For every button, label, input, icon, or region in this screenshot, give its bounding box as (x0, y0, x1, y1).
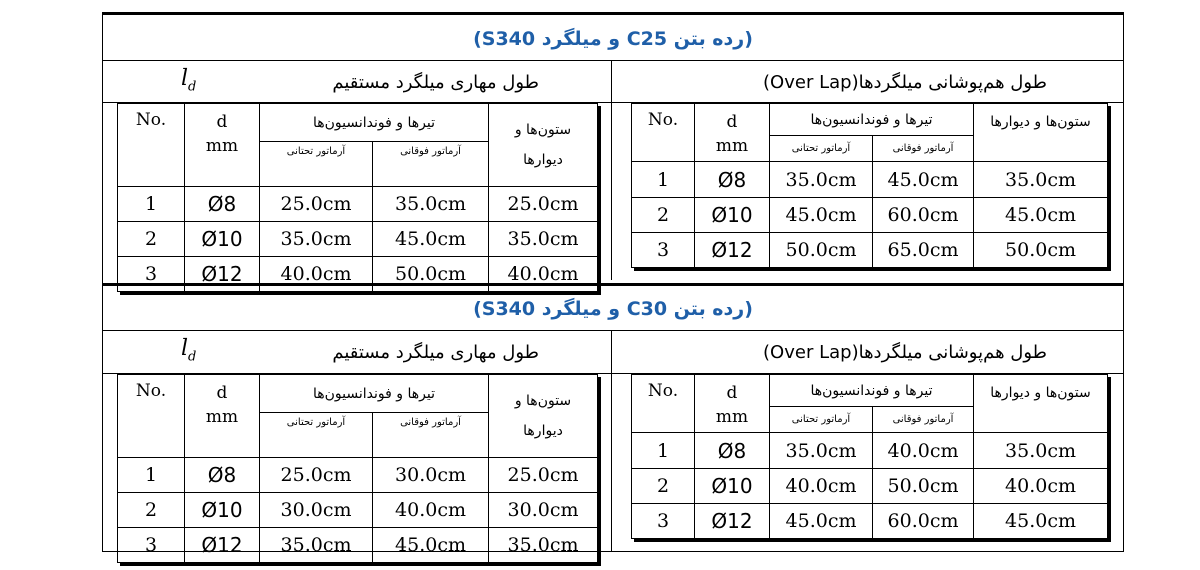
table-row (632, 198, 1108, 233)
anchorage-symbol: $l_d$ (181, 66, 197, 95)
table-cell: 3 (632, 504, 695, 539)
table-row (118, 222, 598, 257)
table-row (118, 187, 598, 222)
table-cell: Ø8 (695, 433, 770, 469)
table-cell: 2 (632, 198, 695, 233)
table-row (632, 504, 1108, 539)
table-cell: 45.0cm (770, 198, 873, 233)
table-cell: 35.0cm (489, 528, 598, 563)
header-beams: تیرها و فوندانسیون‌ها (260, 375, 489, 413)
divider (103, 60, 1123, 61)
table-row (632, 233, 1108, 268)
table-row (118, 458, 598, 493)
table-cell: 35.0cm (770, 433, 873, 469)
table-cell: 45.0cm (373, 222, 489, 257)
header-no: No. (118, 375, 185, 458)
table-cell: 35.0cm (260, 528, 373, 563)
overlap-table (631, 374, 1108, 539)
table-cell: Ø8 (185, 187, 260, 222)
table-row (118, 528, 598, 563)
table-cell: 3 (118, 528, 185, 563)
table-cell: 1 (632, 162, 695, 198)
table-cell: 35.0cm (974, 433, 1108, 469)
table-cell: 40.0cm (489, 257, 598, 292)
top-rule (103, 12, 1123, 15)
table-cell: 45.0cm (770, 504, 873, 539)
overlap-title: طول هم‌پوشانی میلگردها(Over Lap) (763, 72, 1047, 93)
table-cell: 35.0cm (974, 162, 1108, 198)
header-bottom-rebar: آرماتور تحتانی (260, 142, 373, 187)
table-cell: 2 (118, 222, 185, 257)
header-no: No. (632, 375, 695, 433)
header-columns: ستون‌ها و دیوارها (974, 375, 1108, 433)
table-cell: Ø12 (185, 257, 260, 292)
table-cell: 3 (632, 233, 695, 268)
table-cell: 25.0cm (489, 458, 598, 493)
table-cell: 35.0cm (489, 222, 598, 257)
table-cell: 25.0cm (260, 458, 373, 493)
header-columns: ستون‌ها و دیوارها (489, 104, 598, 187)
divider (103, 330, 1123, 331)
anchorage-title: طول مهاری میلگرد مستقیم (332, 72, 539, 93)
table-cell: Ø12 (695, 504, 770, 539)
section-title-c25: (رده بتن C25 و میلگرد S340) (473, 28, 753, 50)
document-frame (102, 12, 1124, 557)
table-cell: Ø10 (185, 493, 260, 528)
table-cell: 1 (632, 433, 695, 469)
header-d: d mm (695, 104, 770, 162)
table-row (632, 433, 1108, 469)
anchorage-table (117, 103, 598, 292)
table-cell: 45.0cm (373, 528, 489, 563)
table-cell: 25.0cm (260, 187, 373, 222)
table-cell: Ø12 (695, 233, 770, 268)
table-cell: 35.0cm (260, 222, 373, 257)
header-columns: ستون‌ها و دیوارها (974, 104, 1108, 162)
overlap-title: طول هم‌پوشانی میلگردها(Over Lap) (763, 342, 1047, 363)
header-bottom-rebar: آرماتور تحتانی (770, 136, 873, 162)
table-cell: 3 (118, 257, 185, 292)
header-bottom-rebar: آرماتور تحتانی (770, 407, 873, 433)
table-cell: 1 (118, 187, 185, 222)
header-no: No. (632, 104, 695, 162)
table-cell: 65.0cm (873, 233, 974, 268)
table-cell: Ø8 (185, 458, 260, 493)
table-cell: 50.0cm (770, 233, 873, 268)
table-cell: 30.0cm (373, 458, 489, 493)
overlap-table (631, 103, 1108, 268)
table-cell: 30.0cm (489, 493, 598, 528)
table-cell: 40.0cm (770, 469, 873, 504)
table-cell: 50.0cm (974, 233, 1108, 268)
table-cell: Ø10 (695, 469, 770, 504)
table-cell: 30.0cm (260, 493, 373, 528)
table-cell: 40.0cm (373, 493, 489, 528)
header-beams: تیرها و فوندانسیون‌ها (260, 104, 489, 142)
table-cell: 1 (118, 458, 185, 493)
header-top-rebar: آرماتور فوقانی (373, 142, 489, 187)
table-cell: 2 (118, 493, 185, 528)
table-cell: 35.0cm (373, 187, 489, 222)
table-cell: 35.0cm (770, 162, 873, 198)
table-row (118, 493, 598, 528)
header-bottom-rebar: آرماتور تحتانی (260, 413, 373, 458)
table-cell: 40.0cm (260, 257, 373, 292)
table-row (632, 162, 1108, 198)
header-columns: ستون‌ها و دیوارها (489, 375, 598, 458)
table-cell: 60.0cm (873, 504, 974, 539)
table-cell: 60.0cm (873, 198, 974, 233)
bottom-rule (103, 551, 1123, 552)
header-no: No. (118, 104, 185, 187)
table-cell: 45.0cm (974, 198, 1108, 233)
table-cell: Ø8 (695, 162, 770, 198)
section-rule (103, 283, 1123, 286)
header-d: d mm (185, 375, 260, 458)
table-cell: 45.0cm (974, 504, 1108, 539)
table-cell: 40.0cm (974, 469, 1108, 504)
table-row (118, 257, 598, 292)
table-cell: 2 (632, 469, 695, 504)
table-cell: Ø10 (185, 222, 260, 257)
header-top-rebar: آرماتور فوقانی (873, 407, 974, 433)
table-cell: 25.0cm (489, 187, 598, 222)
header-top-rebar: آرماتور فوقانی (873, 136, 974, 162)
table-cell: 50.0cm (373, 257, 489, 292)
anchorage-symbol: $l_d$ (181, 336, 197, 365)
anchorage-title: طول مهاری میلگرد مستقیم (332, 342, 539, 363)
column-divider (611, 330, 612, 552)
table-cell: 40.0cm (873, 433, 974, 469)
column-divider (611, 60, 612, 280)
table-row (632, 469, 1108, 504)
section-title-c30: (رده بتن C30 و میلگرد S340) (473, 298, 753, 320)
anchorage-table (117, 374, 598, 563)
header-top-rebar: آرماتور فوقانی (373, 413, 489, 458)
table-cell: Ø12 (185, 528, 260, 563)
header-beams: تیرها و فوندانسیون‌ها (770, 104, 974, 136)
table-cell: 45.0cm (873, 162, 974, 198)
table-cell: 50.0cm (873, 469, 974, 504)
table-cell: Ø10 (695, 198, 770, 233)
header-beams: تیرها و فوندانسیون‌ها (770, 375, 974, 407)
header-d: d mm (695, 375, 770, 433)
header-d: d mm (185, 104, 260, 187)
